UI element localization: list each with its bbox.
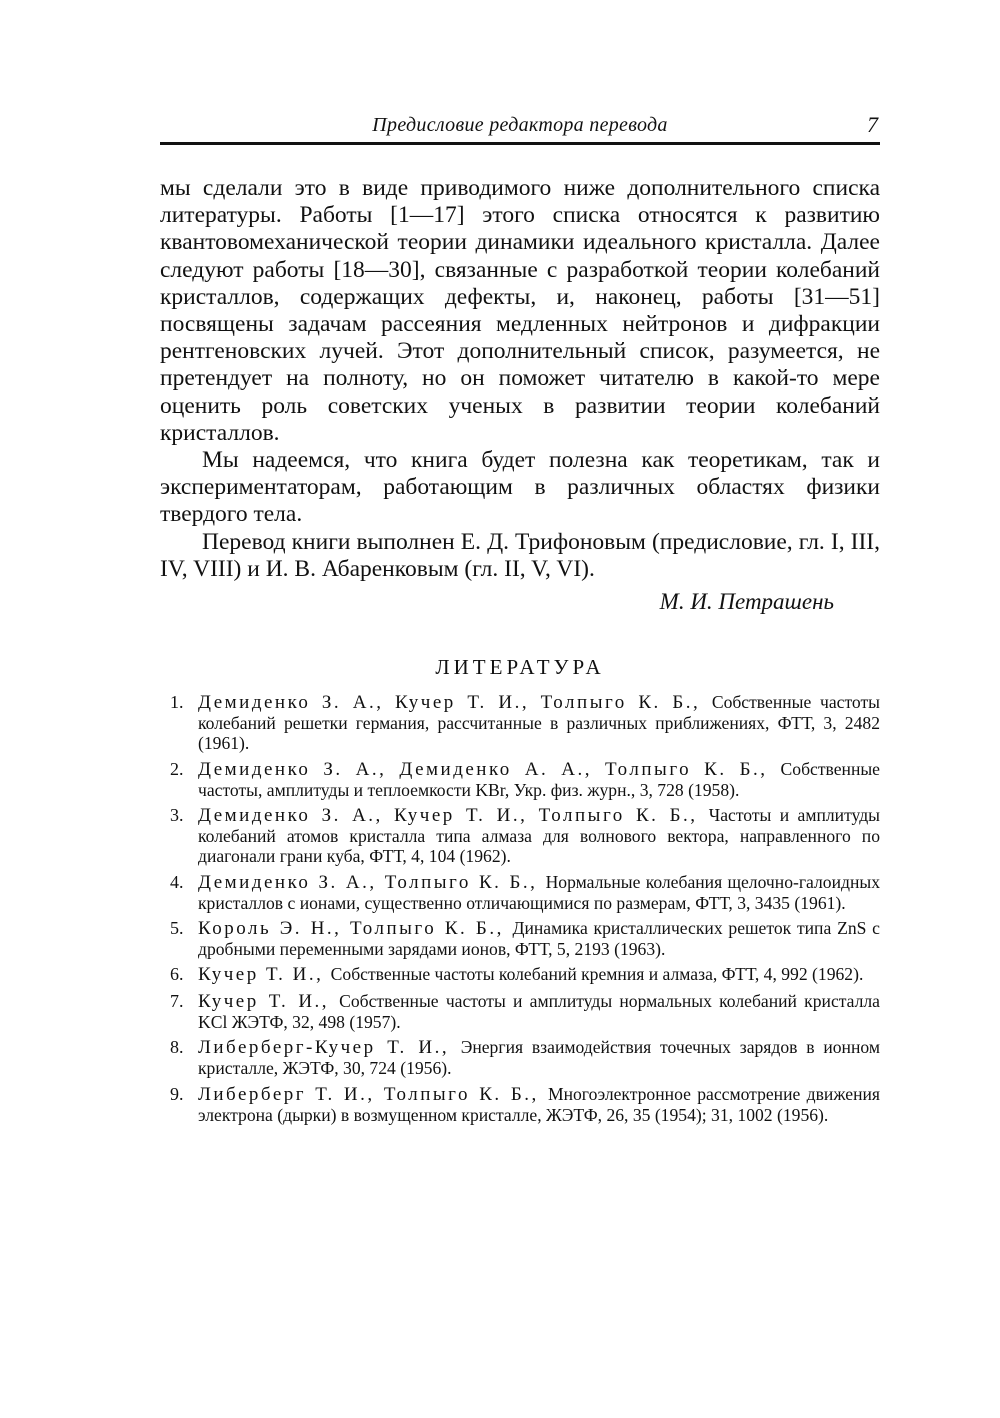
reference-text: Частоты и амплитуды колебаний атомов кристалла типа алмаза для волнового вектора, направленного по диагонали грани куба, ФТТ, 4, 104 (1962).: [198, 805, 880, 867]
literature-heading: ЛИТЕРАТУРА: [435, 655, 605, 680]
reference-text: Собственные частоты колебаний решетки германия, рассчитанные в различных приближениях, ФТТ, 3, 2482 (1961).: [198, 692, 880, 754]
reference-number: 4.: [170, 871, 184, 892]
reference-authors: Либерберг Т. И., Толпыго К. Б.,: [198, 1083, 548, 1105]
reference-authors: Демиденко З. А., Демиденко А. А., Толпыго К. Б.,: [198, 758, 781, 780]
body-text: [160, 175, 880, 583]
reference-text: Собственные частоты, амплитуды и теплоемкости KBr, Укр. физ. журн., 3, 728 (1958).: [198, 758, 880, 800]
reference-text: Энергия взаимодействия точечных зарядов в ионном кристалле, ЖЭТФ, 30, 724 (1956).: [198, 1037, 880, 1079]
reference-authors: Кучер Т. И.,: [198, 990, 340, 1012]
reference-text: Собственные частоты колебаний кремния и алмаза, ФТТ, 4, 992 (1962).: [330, 964, 864, 985]
page-number: 7: [867, 112, 878, 137]
reference-item: [160, 759, 880, 800]
reference-text: Нормальные колебания щелочно-галоидных кристаллов с ионами, существенно отличающимися по размерам, ФТТ, 3, 3435 (1961).: [198, 871, 881, 913]
paragraph: мы сделали это в виде приводимого ниже дополнительного списка литературы. Работы [1—17] этого списка относятся к развитию квантовомеханической теории динамики идеального кристалла. Далее следуют работы [18—30], связанные с разработкой теории колебаний кристаллов, содержащих дефекты, и, наконец, работы [31—51] посвящены задачам рассеяния медленных нейтронов и дифракции рентгеновских лучей. Этот дополнительный список, разумеется, не претендует на полноту, но он поможет читателю в какой-то мере оценить роль советских ученых в развитии теории колебаний кристаллов.: [160, 175, 880, 446]
reference-item: [160, 991, 880, 1032]
reference-text: Динамика кристаллических решеток типа ZnS с дробными переменными зарядами ионов, ФТТ, 5, 2193 (1963).: [198, 918, 880, 960]
reference-number: 6.: [170, 964, 184, 985]
reference-number: 3.: [170, 805, 184, 826]
reference-number: 1.: [170, 692, 184, 713]
reference-number: 2.: [170, 758, 184, 779]
reference-authors: Король Э. Н., Толпыго К. Б.,: [198, 918, 513, 940]
reference-item: [160, 692, 880, 754]
reference-authors: Либерберг-Кучер Т. И.,: [198, 1037, 461, 1059]
reference-item: [160, 964, 880, 985]
reference-number: 7.: [170, 990, 184, 1011]
reference-item: [160, 918, 880, 959]
page-header: [160, 108, 880, 145]
reference-number: 5.: [170, 918, 184, 939]
reference-authors: Демиденко З. А., Кучер Т. И., Толпыго К. Б.,: [198, 805, 709, 827]
reference-number: 9.: [170, 1083, 184, 1104]
signature: М. И. Петрашень: [659, 589, 834, 615]
paragraph: Мы надеемся, что книга будет полезна как теоретикам, так и экспериментаторам, работающим в различных областях физики твердого тела.: [160, 447, 880, 528]
book-page: [160, 108, 880, 1130]
reference-item: [160, 1037, 880, 1078]
reference-authors: Демиденко З. А., Толпыго К. Б.,: [198, 871, 546, 893]
reference-item: [160, 805, 880, 867]
reference-text: Многоэлектронное рассмотрение движения электрона (дырки) в возмущенном кристалле, ЖЭТФ, 26, 35 (1954); 31, 1002 (1956).: [198, 1083, 880, 1125]
reference-authors: Кучер Т. И.,: [198, 964, 331, 986]
reference-item: [160, 1084, 880, 1125]
running-title: Предисловие редактора перевода: [372, 114, 668, 136]
reference-authors: Демиденко З. А., Кучер Т. И., Толпыго К. Б.,: [198, 692, 712, 714]
reference-item: [160, 872, 880, 913]
reference-text: Собственные частоты и амплитуды нормальных колебаний кристалла KCl ЖЭТФ, 32, 498 (1957).: [198, 990, 880, 1032]
paragraph: Перевод книги выполнен Е. Д. Трифоновым (предисловие, гл. I, III, IV, VIII) и И. В. Абаренковым (гл. II, V, VI).: [160, 528, 880, 582]
reference-number: 8.: [170, 1037, 184, 1058]
reference-list: [160, 692, 880, 1125]
